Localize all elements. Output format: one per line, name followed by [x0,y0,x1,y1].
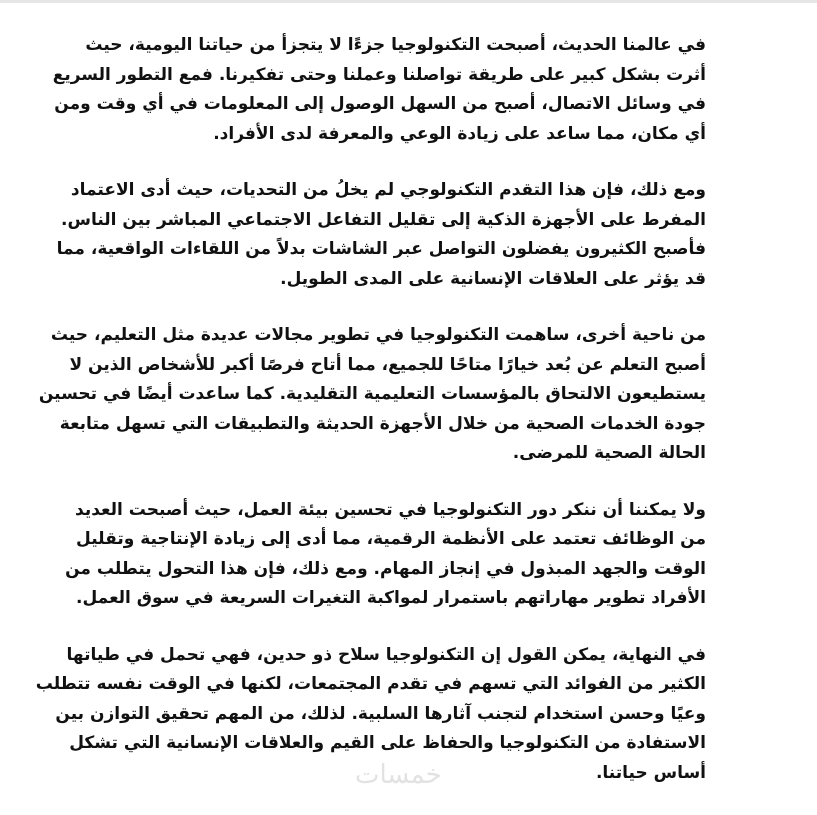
paragraph [52,31,706,149]
text-line: في عالمنا الحديث، أصبحت التكنولوجيا جزءًا لا يتجزأ من حياتنا اليومية، حيث [85,35,706,55]
text-line: فأصبح الكثيرون يفضلون التواصل عبر الشاشات بدلاً من اللقاءات الواقعية، مما [56,239,706,259]
text-line: الكثير من الفوائد التي تسهم في تقدم المجتمعات، لكنها في الوقت نفسه تتطلب [35,674,706,694]
text-line: من ناحية أخرى، ساهمت التكنولوجيا في تطوير مجالات عديدة مثل التعليم، حيث [50,325,706,345]
paragraph [56,176,706,294]
text-line: الوقت والجهد المبذول في إنجاز المهام. ومع ذلك، فإن هذا التحول يتطلب من [65,558,706,579]
text-line: وعيًا وحسن استخدام لتجنب آثارها السلبية. لذلك، من المهم تحقيق التوازن بين [55,703,706,724]
text-line: ولا يمكننا أن ننكر دور التكنولوجيا في تحسين بيئة العمل، حيث أصبحت العديد [75,499,706,520]
text-line: أساس حياتنا. [595,762,706,783]
text-line: في النهاية، يمكن القول إن التكنولوجيا سلاح ذو حدين، فهي تحمل في طياتها [66,644,706,665]
text-line: أصبح التعلم عن بُعد خيارًا متاحًا للجميع، مما أتاح فرصًا أكبر للأشخاص الذين لا [69,354,706,375]
paragraph [38,321,706,469]
paragraph [65,496,706,614]
text-line: أثرت بشكل كبير على طريقة تواصلنا وعملنا وحتى تفكيرنا. فمع التطور السريع [52,64,706,85]
text-line: جودة الخدمات الصحية من خلال الأجهزة الحديثة والتطبيقات التي تسهل متابعة [59,413,706,434]
text-line: المفرط على الأجهزة الذكية إلى تقليل التفاعل الاجتماعي المباشر بين الناس. [61,209,706,230]
text-line: في وسائل الاتصال، أصبح من السهل الوصول إلى المعلومات في أي وقت ومن [54,94,706,114]
text-line: الاستفادة من التكنولوجيا والحفاظ على القيم والعلاقات الإنسانية التي تشكل [69,733,706,753]
text-line: الحالة الصحية للمرضى. [512,443,706,463]
text-line: أي مكان، مما ساعد على زيادة الوعي والمعرفة لدى الأفراد. [213,123,706,144]
text-line: ومع ذلك، فإن هذا التقدم التكنولوجي لم يخلُ من التحديات، حيث أدى الاعتماد [70,180,706,200]
text-line: يستطيعون الالتحاق بالمؤسسات التعليمية التقليدية. كما ساعدت أيضًا في تحسين [38,384,706,404]
text-line: الأفراد تطوير مهاراتهم باستمرار لمواكبة التغيرات السريعة في سوق العمل. [76,588,706,608]
watermark-logo: خمسات [355,760,442,790]
text-line: من الوظائف تعتمد على الأنظمة الرقمية، مما أدى إلى زيادة الإنتاجية وتقليل [76,529,706,549]
page-top-border [0,0,817,3]
text-line: قد يؤثر على العلاقات الإنسانية على المدى الطويل. [280,268,706,289]
document-body [35,31,706,815]
